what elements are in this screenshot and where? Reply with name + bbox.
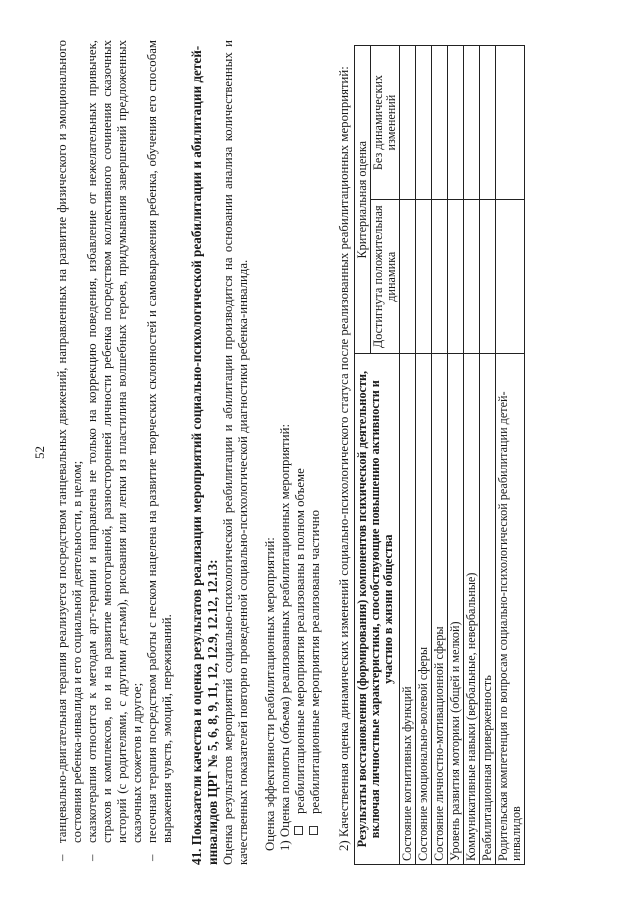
checkbox-partial-label: реабилитационные мероприятия реализованы частично xyxy=(308,509,322,814)
table-head-positive: Достигнута положительная динамика xyxy=(371,200,400,354)
checkbox-partial[interactable] xyxy=(309,826,318,835)
section-intro: Оценка результатов мероприятий социально-психологической реабилитации и абилитации производится на основании анализа количественных и качественных показателей повторно проведенной социально-психологической диагностики ребенка-инвалида. xyxy=(221,40,250,865)
cell-no-change[interactable] xyxy=(432,46,448,200)
checkbox-full[interactable] xyxy=(294,826,303,835)
table-row xyxy=(464,46,480,865)
cell-positive[interactable] xyxy=(496,200,525,354)
row-label: Состояние эмоционально-волевой сферы xyxy=(416,354,432,865)
cell-no-change[interactable] xyxy=(464,46,480,200)
assessment-table xyxy=(354,45,525,865)
bullet-dance-therapy: – танцевально-двигательная терапия реализуется посредством танцевальных движений, направленных на развитие физического и эмоционального состояния ребенка-инвалида и его социальной деятельности, в целом; xyxy=(55,40,85,865)
section-heading: 41. Показатели качества и оценка результатов реализации мероприятий социально-психологической реабилитации и абилитации детей-инвалидов ЦРГ № 5, 6, 8, 9, 11, 12, 12.9, 12.12, 12.13: xyxy=(189,45,220,865)
table-row xyxy=(480,46,496,865)
cell-positive[interactable] xyxy=(432,200,448,354)
cell-no-change[interactable] xyxy=(480,46,496,200)
table-head-no-change: Без динамических изменений xyxy=(371,46,400,200)
cell-positive[interactable] xyxy=(464,200,480,354)
row-label: Состояние личностно-мотивационной сферы xyxy=(432,354,448,865)
cell-positive[interactable] xyxy=(448,200,464,354)
table-head-criteria: Критериальная оценка xyxy=(355,46,371,354)
evaluation-item-1: 1) Оценка полноты (объема) реализованных реабилитационных мероприятий: xyxy=(278,423,292,851)
cell-positive[interactable] xyxy=(400,200,416,354)
row-label: Уровень развития моторики (общей и мелкой) xyxy=(448,354,464,865)
table-row xyxy=(416,46,432,865)
table-row xyxy=(432,46,448,865)
evaluation-title: Оценка эффективности реабилитационных мероприятий: xyxy=(263,537,277,851)
cell-no-change[interactable] xyxy=(448,46,464,200)
table-row xyxy=(400,46,416,865)
table-row xyxy=(496,46,525,865)
table-row xyxy=(448,46,464,865)
checkbox-full-label: реабилитационные мероприятия реализованы в полном объеме xyxy=(293,468,307,814)
row-label: Состояние когнитивных функций xyxy=(400,354,416,865)
cell-no-change[interactable] xyxy=(496,46,525,200)
row-label: Реабилитационная приверженность xyxy=(480,354,496,865)
table-head-results: Результаты восстановления (формирования) компонентов психической деятельности, включая личностные характеристики, способствующие повышению активности и участию в жизни общества xyxy=(355,354,400,865)
bullet-sand-therapy: – песочная терапия посредством работы с песком нацелена на развитие творческих склонностей и самовыражения ребенка, обучения его способам выражения чувств, эмоций, переживаний. xyxy=(145,40,175,865)
page-number: 52 xyxy=(32,446,47,459)
checkbox-row-partial xyxy=(308,40,323,865)
rotated-document-page xyxy=(4,0,636,905)
cell-positive[interactable] xyxy=(416,200,432,354)
checkbox-row-full xyxy=(293,40,308,865)
cell-no-change[interactable] xyxy=(416,46,432,200)
bullet-fairytale-therapy: – сказкотерапия относится к методам арт-терапии и направлена не только на коррекцию поведения, избавление от нежелательных привычек, страхов и комплексов, но и на развитие многогранной, разносторонней личности ребенка посредством коллективного сочинения сказочных историй (с родителями, с другими детьми), рисования или лепки из пластилина волшебных героев, придумывания завершений предложенных сказочных сюжетов и другое; xyxy=(85,40,145,865)
row-label: Родительская компетенция по вопросам социально-психологической реабилитации детей-инвалидов xyxy=(496,354,525,865)
cell-positive[interactable] xyxy=(480,200,496,354)
cell-no-change[interactable] xyxy=(400,46,416,200)
evaluation-item-2: 2) Качественная оценка динамических изменений социально-психологического статуса после реализованных реабилитационных мероприятий: xyxy=(337,66,351,851)
row-label: Коммуникативные навыки (вербальные, невербальные) xyxy=(464,354,480,865)
